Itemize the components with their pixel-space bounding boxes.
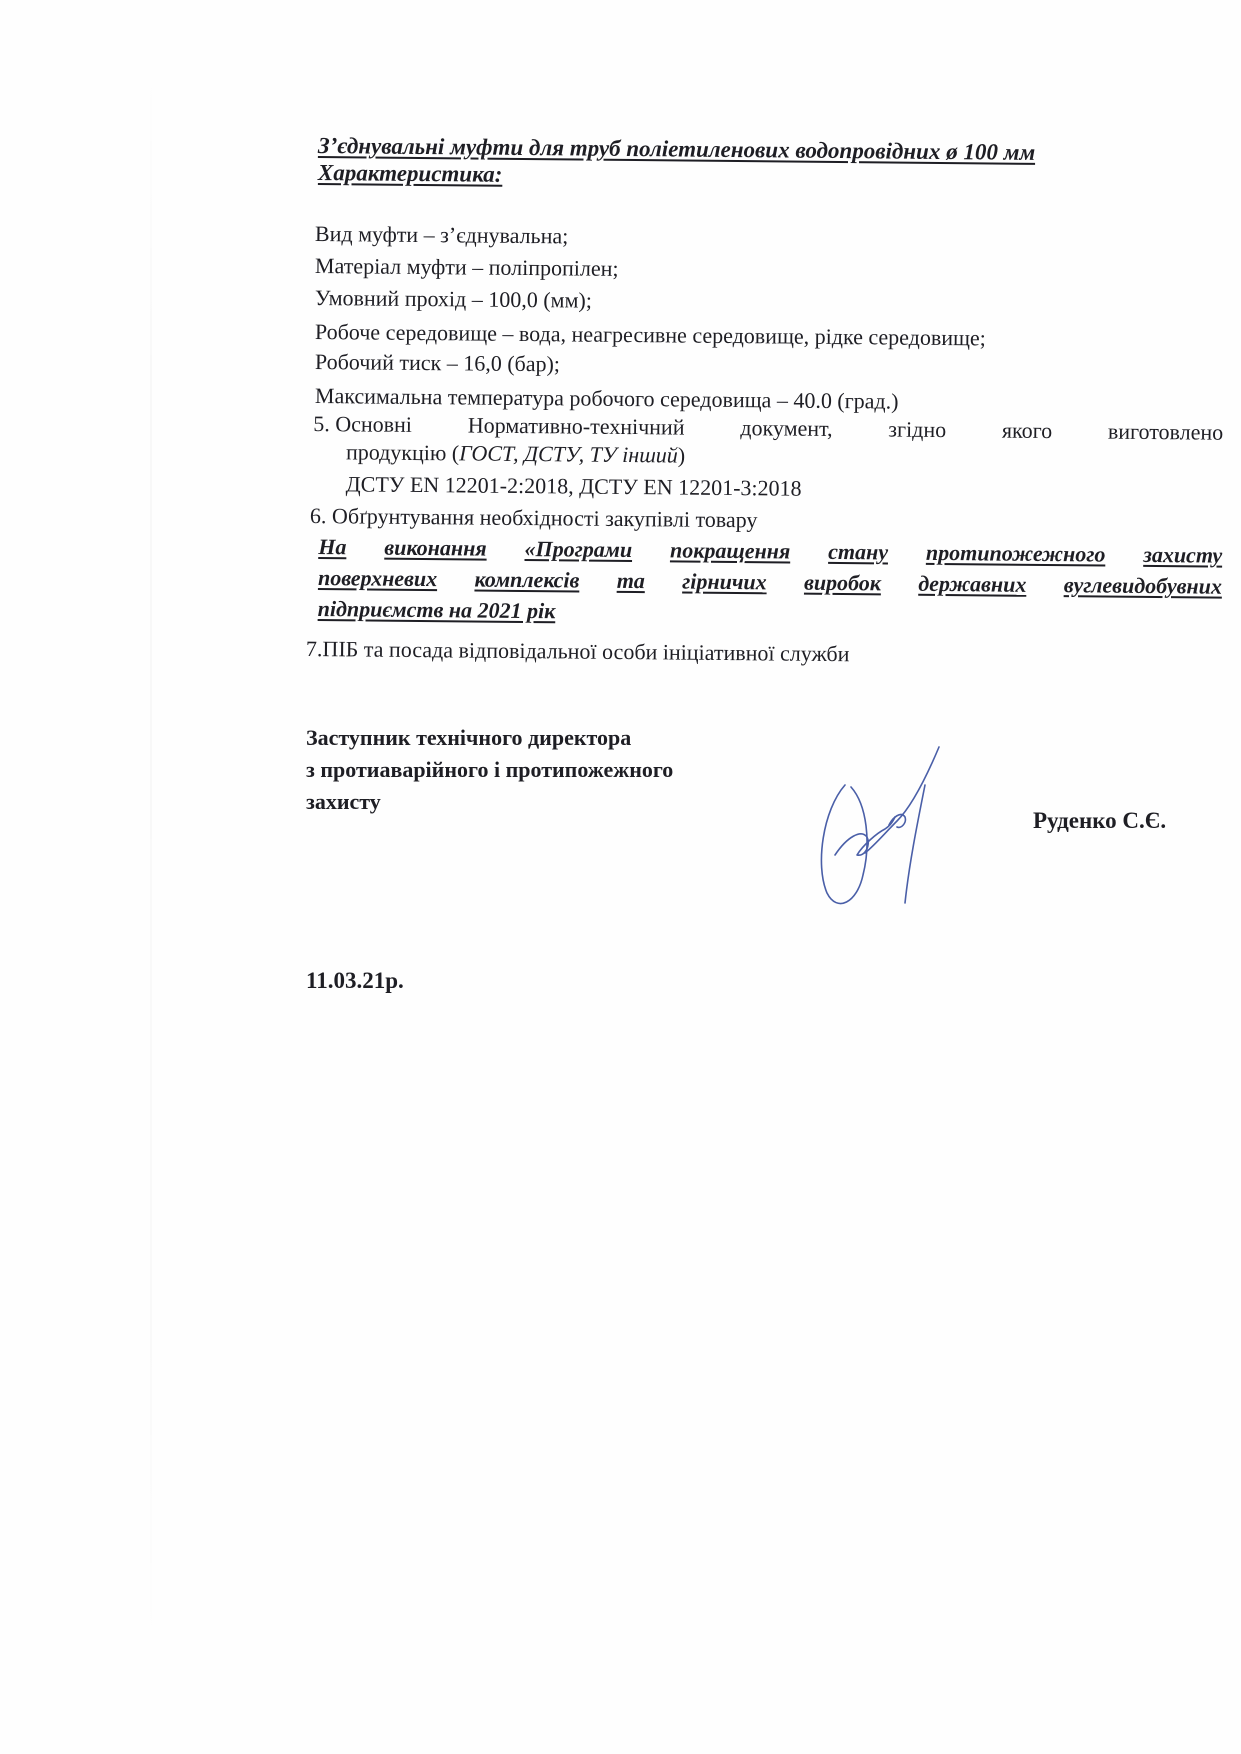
item-5-word: 5. Основні	[313, 411, 413, 437]
justification-word: «Програми	[524, 535, 633, 563]
characteristic-material: Матеріал муфти – поліпропілен;	[314, 253, 619, 281]
justification-word: протипожежного	[925, 539, 1106, 567]
handwritten-signature	[805, 725, 975, 925]
item-7-label: 7.ПІБ та посада відповідальної особи ініціативної служби	[305, 636, 850, 667]
justification-word: комплексів	[474, 566, 580, 593]
document-date: 11.03.21р.	[306, 968, 404, 993]
item-5-normative-document	[313, 411, 1224, 506]
item-5-suffix: )	[677, 442, 686, 468]
justification-word: та	[616, 567, 646, 594]
justification-word: захисту	[1143, 541, 1223, 568]
position-line-2: з протиаварійного і протипожежного	[306, 757, 674, 782]
item-6-label: 6. Обґрунтування необхідності закупівлі товару	[309, 503, 758, 533]
item-5-prefix: продукцію (	[345, 439, 460, 466]
item-6-justification	[318, 534, 1223, 636]
position-line-1: Заступник технічного директора	[306, 725, 632, 750]
justification-word: покращення	[669, 537, 791, 564]
item-5-word: згідно	[888, 416, 947, 443]
document-title: З’єднувальні муфти для труб поліетиленових водопровідних ø 100 мм	[317, 133, 1036, 165]
justification-word: вуглевидобувних	[1063, 572, 1223, 599]
position-line-3: захисту	[306, 789, 381, 814]
signer-name: Руденко С.Є.	[1033, 808, 1167, 833]
justification-word: поверхневих	[317, 565, 438, 592]
justification-word: На	[318, 534, 347, 560]
justification-word: державних	[918, 570, 1027, 597]
characteristic-nominal-bore: Умовний прохід – 100,0 (мм);	[314, 285, 593, 313]
justification-tail: підприємств на 2021 рік	[317, 595, 556, 624]
characteristics-heading: Характеристика:	[317, 160, 503, 187]
justification-word: гірничих	[682, 568, 767, 595]
characteristic-working-pressure: Робочий тиск – 16,0 (бар);	[314, 349, 561, 377]
signatory-position	[306, 722, 673, 818]
characteristic-max-temperature: Максимальна температура робочого середовища – 40.0 (град.)	[314, 383, 899, 414]
item-5-standard-types: ГОСТ, ДСТУ, ТУ інший	[459, 440, 679, 468]
item-5-word: документ,	[740, 415, 833, 441]
characteristic-working-medium: Робоче середовище – вода, неагресивне середовище, рідке середовище;	[314, 319, 987, 351]
justification-word: стану	[828, 538, 889, 565]
item-5-standards: ДСТУ EN 12201-2:2018, ДСТУ EN 12201-3:2018	[345, 471, 802, 501]
justification-word: виробок	[803, 569, 882, 596]
item-5-word: виготовлено	[1107, 418, 1224, 445]
item-5-word: якого	[1001, 417, 1053, 444]
justification-word: виконання	[384, 534, 487, 561]
item-5-word: Нормативно-технічний	[467, 412, 685, 440]
characteristic-coupling-type: Вид муфти – з’єднувальна;	[314, 221, 569, 249]
scan-edge-shadow	[150, 60, 152, 1660]
